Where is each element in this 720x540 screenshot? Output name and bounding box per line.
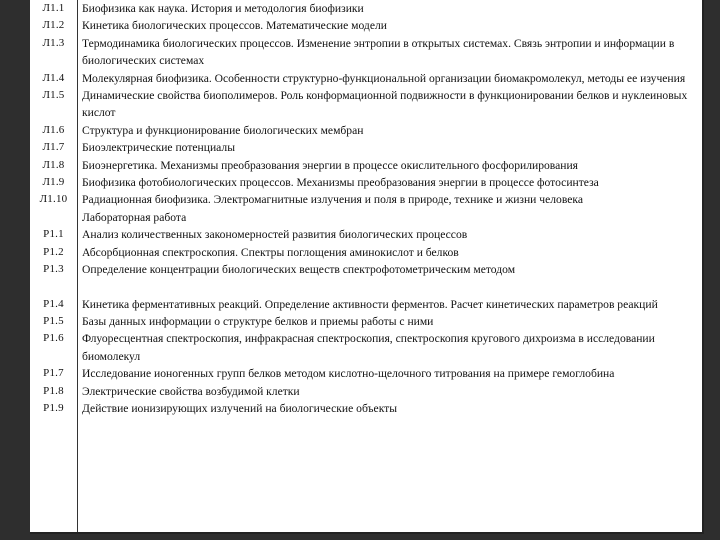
spacer-cell — [30, 279, 77, 296]
table-row — [30, 313, 702, 330]
row-topic: Биоэнергетика. Механизмы преобразования энергии в процессе окислительного фосфорилирования — [82, 158, 579, 172]
row-code: Л1.8 — [42, 158, 65, 171]
row-topic: Электрические свойства возбудимой клетки — [82, 384, 300, 398]
section-heading: Лабораторная работа — [82, 210, 187, 224]
section-heading-row — [30, 209, 702, 226]
row-code: Р1.1 — [43, 228, 64, 241]
row-topic: Биофизика фотобиологических процессов. Механизмы преобразования энергии в процессе фотосинтеза — [82, 176, 599, 190]
table-row — [30, 122, 702, 139]
row-code: Р1.8 — [43, 384, 64, 397]
row-topic: Биофизика как наука. История и методология биофизики — [82, 2, 364, 15]
table-row — [30, 157, 702, 174]
table-row — [30, 70, 702, 87]
row-code: Р1.4 — [43, 297, 64, 310]
row-code: Л1.4 — [42, 71, 65, 84]
spacer-row — [30, 279, 702, 296]
row-code: Р1.9 — [43, 401, 64, 414]
row-code: Л1.1 — [42, 2, 65, 14]
row-code: Р1.3 — [43, 263, 64, 276]
table-row — [30, 191, 702, 208]
table-row — [30, 383, 702, 400]
spacer-cell — [77, 279, 702, 296]
row-topic: Термодинамика биологических процессов. Изменение энтропии в открытых системах. Связь энтропии и информации в биологических системах — [82, 36, 675, 68]
table-row — [30, 139, 702, 156]
row-topic: Кинетика ферментативных реакций. Определение активности ферментов. Расчет кинетических параметров реакций — [82, 297, 658, 311]
table-row — [30, 244, 702, 261]
row-topic: Радиационная биофизика. Электромагнитные излучения и поля в природе, технике и жизни человека — [82, 193, 584, 207]
row-topic: Анализ количественных закономерностей развития биологических процессов — [82, 228, 468, 242]
row-topic: Базы данных информации о структуре белков и приемы работы с ними — [82, 314, 434, 328]
row-code: Л1.9 — [42, 176, 65, 189]
row-topic: Кинетика биологических процессов. Математические модели — [82, 19, 387, 33]
table-row — [30, 400, 702, 417]
row-code: Р1.6 — [43, 332, 64, 345]
row-code: Л1.10 — [39, 193, 68, 206]
row-code: Л1.5 — [42, 89, 65, 102]
row-code — [30, 209, 77, 226]
table-row — [30, 35, 702, 70]
table-row — [30, 261, 702, 278]
table-row — [30, 87, 702, 122]
row-code: Р1.7 — [43, 367, 64, 380]
table-row — [30, 365, 702, 382]
document-page — [30, 0, 704, 534]
row-topic: Определение концентрации биологических веществ спектрофотометрическим методом — [82, 263, 516, 277]
row-code: Л1.3 — [42, 36, 65, 49]
table-row — [30, 330, 702, 365]
row-topic: Биоэлектрические потенциалы — [82, 141, 235, 155]
row-topic: Флуоресцентная спектроскопия, инфракрасная спектроскопия, спектроскопия кругового дихроизма в исследовании биомолекул — [82, 332, 655, 363]
topics-table — [30, 0, 702, 417]
table-row — [30, 0, 702, 17]
table-row — [30, 226, 702, 243]
row-topic: Молекулярная биофизика. Особенности структурно-функциональной организации биомакромолекул, методы ее изучения — [82, 71, 686, 85]
row-code: Р1.5 — [43, 314, 64, 327]
row-code: Р1.2 — [43, 245, 64, 258]
row-topic: Исследование ионогенных групп белков методом кислотно-щелочного титрования на примере гемоглобина — [82, 367, 615, 381]
row-code: Л1.2 — [42, 19, 65, 32]
row-code: Л1.6 — [42, 123, 65, 136]
row-topic: Действие ионизирующих излучений на биологические объекты — [82, 401, 398, 415]
table-row — [30, 17, 702, 34]
table-row — [30, 296, 702, 313]
row-topic: Динамические свойства биополимеров. Роль конформационной подвижности в функционировании белков и нуклеиновых кислот — [82, 89, 688, 120]
table-row — [30, 174, 702, 191]
row-topic: Абсорбционная спектроскопия. Спектры поглощения аминокислот и белков — [82, 245, 459, 259]
row-topic: Структура и функционирование биологических мембран — [82, 123, 364, 137]
row-code: Л1.7 — [42, 141, 65, 154]
